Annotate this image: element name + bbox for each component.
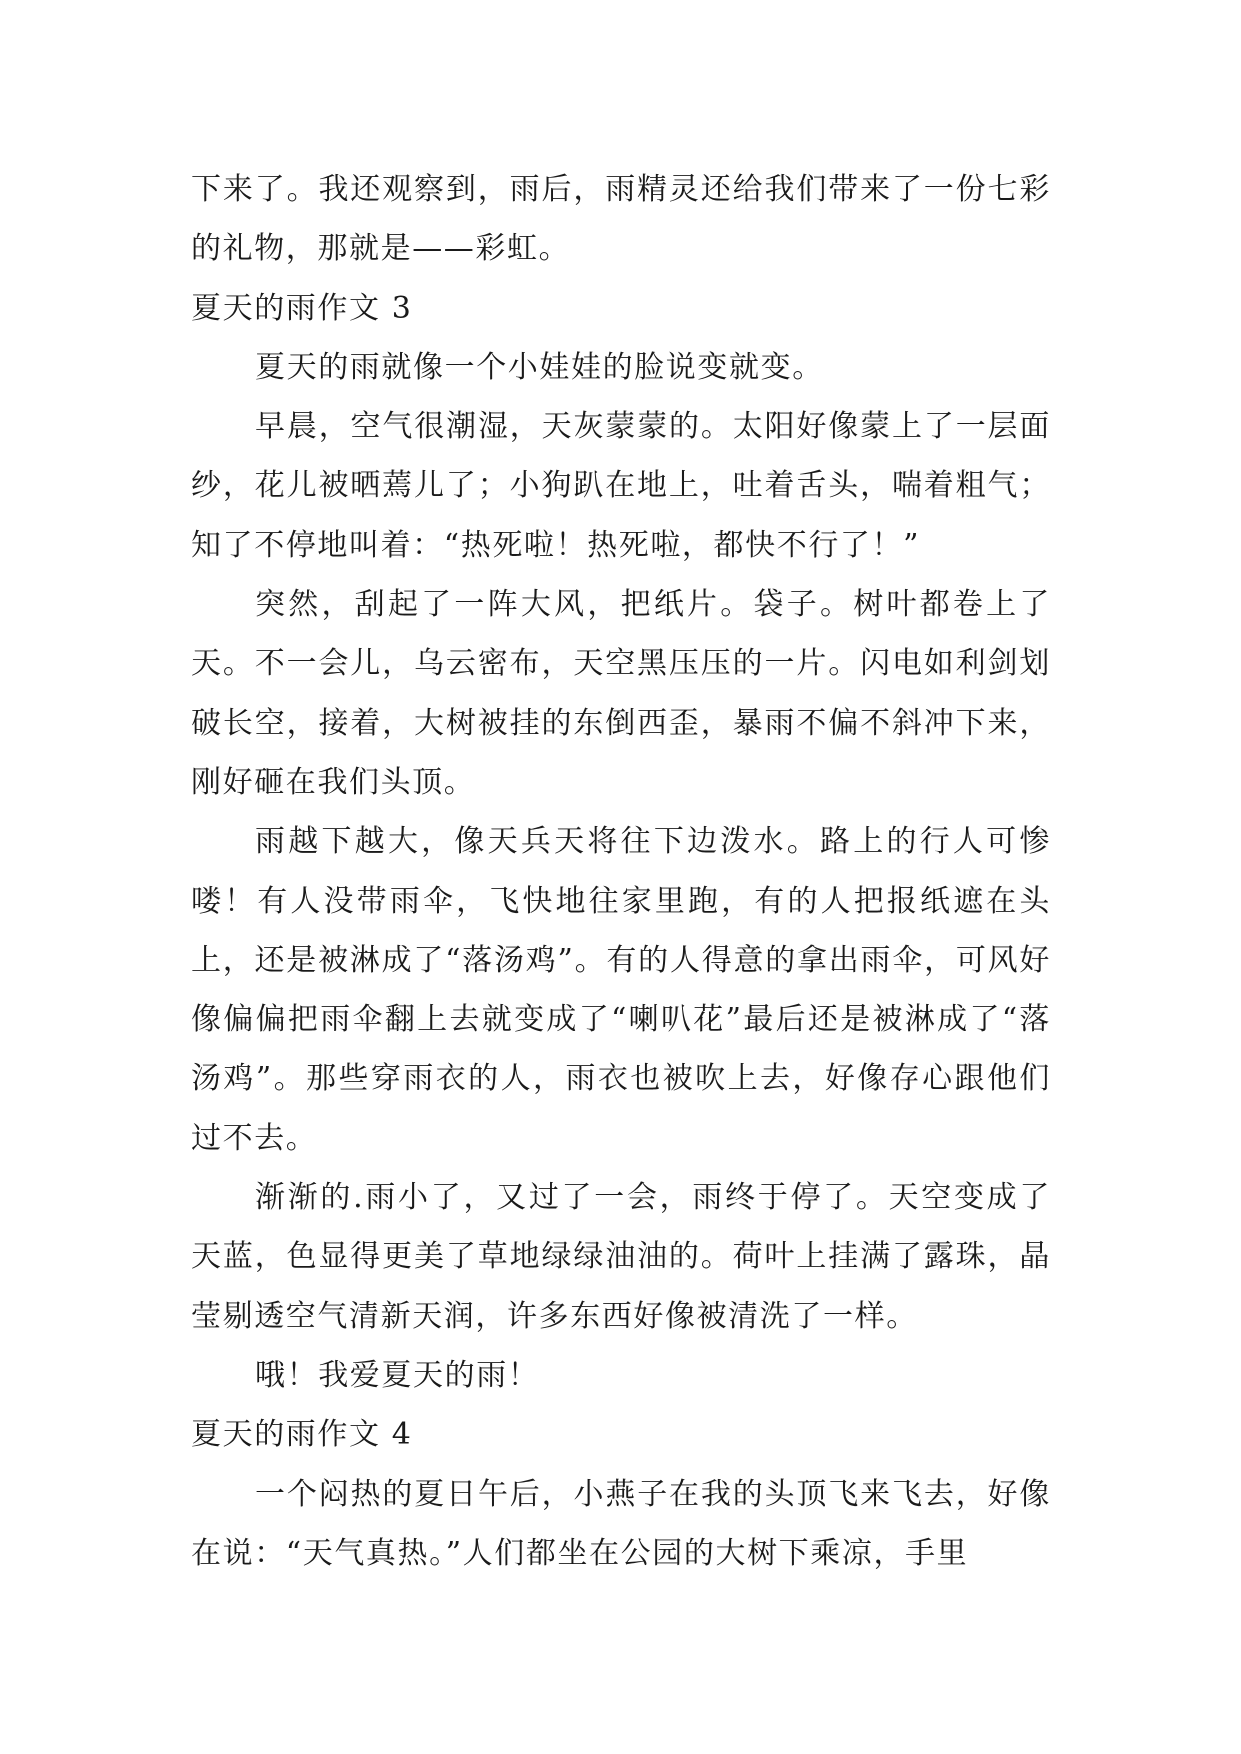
essay-heading-3: 夏天的雨作文 3 [191, 290, 413, 326]
paragraph-morning: 早晨，空气很潮湿，天灰蒙蒙的。太阳好像蒙上了一层面纱，花儿被晒蔫儿了；小狗趴在地上，吐着舌头，喘着粗气；知了不停地叫着：“热死啦！热死啦，都快不行了！” [191, 409, 1051, 563]
document-body [191, 160, 1051, 1583]
paragraph-afternoon: 一个闷热的夏日午后，小燕子在我的头顶飞来飞去，好像在说：“天气真热。”人们都坐在公园的大树下乘凉，手里 [191, 1476, 1051, 1571]
paragraph-after-rain: 渐渐的.雨小了，又过了一会，雨终于停了。天空变成了天蓝，色显得更美了草地绿绿油油的。荷叶上挂满了露珠，晶莹剔透空气清新天润，许多东西好像被清洗了一样。 [191, 1180, 1051, 1334]
paragraph-love-rain: 哦！我爱夏天的雨！ [255, 1357, 540, 1393]
paragraph-storm: 突然，刮起了一阵大风，把纸片。袋子。树叶都卷上了天。不一会儿，乌云密布，天空黑压压的一片。闪电如利剑划破长空，接着，大树被挂的东倒西歪，暴雨不偏不斜冲下来，刚好砸在我们头顶。 [191, 587, 1051, 800]
paragraph-intro: 夏天的雨就像一个小娃娃的脸说变就变。 [255, 349, 824, 385]
paragraph-heavy-rain: 雨越下越大，像天兵天将往下边泼水。路上的行人可惨喽！有人没带雨伞，飞快地往家里跑，有的人把报纸遮在头上，还是被淋成了“落汤鸡”。有的人得意的拿出雨伞，可风好像偏偏把雨伞翻上去就变成了“喇叭花”最后还是被淋成了“落汤鸡”。那些穿雨衣的人，雨衣也被吹上去，好像存心跟他们过不去。 [191, 824, 1051, 1156]
essay-heading-4: 夏天的雨作文 4 [191, 1417, 413, 1453]
paragraph-rainbow-ending: 下来了。我还观察到，雨后，雨精灵还给我们带来了一份七彩的礼物，那就是——彩虹。 [191, 172, 1051, 267]
